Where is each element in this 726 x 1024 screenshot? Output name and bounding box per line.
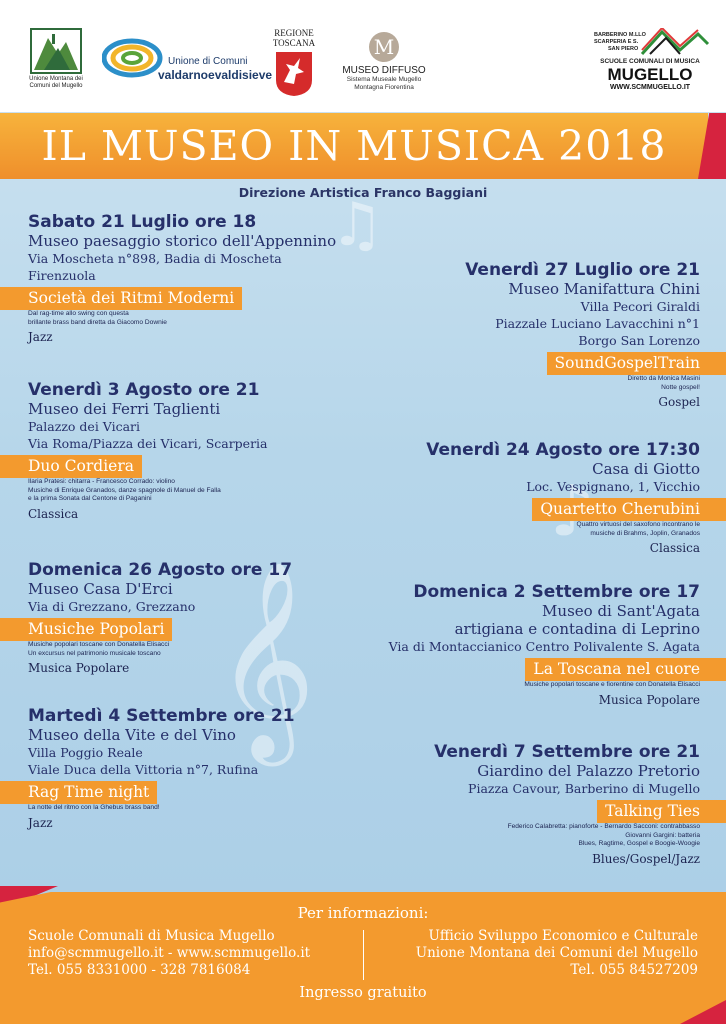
- event-description: musiche di Brahms, Joplin, Granados: [590, 529, 700, 537]
- scuole-caption-4: SCUOLE COMUNALI DI MUSICA: [600, 58, 700, 65]
- event-description: Quattro virtuosi del saxofono incontrano le: [576, 521, 700, 528]
- event-description: Musiche popolari toscane con Donatella Elisacci: [28, 641, 170, 648]
- event-6: [346, 582, 700, 708]
- scuole-caption-1: BARBERINO M.LLO: [594, 32, 646, 38]
- svg-text:M: M: [373, 35, 395, 59]
- regione-caption-top: REGIONE: [274, 28, 314, 38]
- event-performer-band: La Toscana nel cuore: [525, 658, 726, 681]
- footer-divider: [363, 930, 364, 980]
- event-8: [386, 742, 700, 867]
- event-1: [28, 212, 348, 345]
- subtitle: Direzione Artistica Franco Baggiani: [238, 185, 488, 200]
- event-description: e la prima Sonata dal Centone di Paganini: [28, 495, 152, 503]
- event-performer-band: Talking Ties: [597, 800, 726, 823]
- event-venue: Museo Manifattura Chini: [508, 280, 700, 298]
- scuole-caption-6: WWW.SCMMUGELLO.IT: [609, 84, 691, 91]
- footer-heading: Per informazioni:: [297, 904, 429, 922]
- event-address: Loc. Vespignano, 1, Vicchio: [526, 479, 700, 494]
- scuole-caption-2: SCARPERIA E S.: [594, 39, 639, 45]
- event-venue: Casa di Giotto: [592, 460, 700, 478]
- scuole-caption-5: MUGELLO: [607, 65, 693, 84]
- event-date: Martedì 4 Settembre ore 21: [28, 706, 295, 726]
- event-description: Musiche di Enrique Granados, danze spagnole di Manuel de Falla: [28, 486, 221, 494]
- regione-caption-bottom: TOSCANA: [272, 38, 316, 48]
- footer-right-phone: Tel. 055 84527209: [570, 962, 698, 978]
- event-genre: Jazz: [28, 330, 53, 345]
- event-address: Via Moscheta n°898, Badia di Moscheta: [28, 251, 282, 266]
- unione-montana-caption: Unione Montana dei Comuni del Mugello: [29, 76, 83, 89]
- valdarno-caption-bottom: valdarnoevaldisieve: [158, 68, 273, 82]
- event-performer-band: Musiche Popolari: [0, 618, 172, 641]
- event-5: [28, 560, 348, 676]
- event-venue: Museo Casa D'Erci: [28, 580, 173, 598]
- footer-left-phone: Tel. 055 8331000 - 328 7816084: [28, 962, 251, 978]
- event-address: Via Roma/Piazza dei Vicari, Scarperia: [28, 436, 268, 451]
- event-venue: Giardino del Palazzo Pretorio: [477, 762, 700, 780]
- event-address: Via di Grezzano, Grezzano: [28, 599, 196, 614]
- event-genre: Jazz: [28, 815, 53, 830]
- footer-left-line: Scuole Comunali di Musica Mugello: [28, 928, 275, 944]
- event-address: Viale Duca della Vittoria n°7, Rufina: [28, 762, 259, 777]
- event-description: Musiche popolari toscane e fiorentine con Donatella Elisacci: [524, 681, 700, 688]
- event-description: Ilaria Pratesi: chitarra - Francesco Corrado: violino: [28, 478, 175, 485]
- event-description: La notte del ritmo con la Ghebus brass band!: [28, 804, 160, 811]
- event-2: [386, 260, 700, 410]
- event-7: [28, 706, 348, 831]
- footer-left-email-link[interactable]: info@scmmugello.it - www.scmmugello.it: [28, 945, 311, 961]
- event-description: Federico Calabretta: pianoforte - Bernardo Sacconi: contrabbasso: [507, 823, 700, 830]
- event-date: Domenica 26 Agosto ore 17: [28, 560, 293, 580]
- event-address: Palazzo dei Vicari: [28, 419, 141, 434]
- event-description: Giovanni Gargini: batteria: [625, 831, 700, 839]
- event-date: Venerdì 3 Agosto ore 21: [28, 380, 260, 400]
- event-performer-band: Rag Time night: [0, 781, 157, 804]
- event-date: Venerdì 27 Luglio ore 21: [465, 260, 700, 280]
- valdarno-caption-top: Unione di Comuni: [168, 56, 248, 67]
- event-description: Un excursus nel patrimonio musicale toscano: [28, 649, 161, 657]
- event-performer-band: SoundGospelTrain: [547, 352, 726, 375]
- event-address: Villa Poggio Reale: [28, 745, 143, 760]
- event-genre: Musica Popolare: [28, 661, 130, 676]
- event-performer-band: Duo Cordiera: [0, 455, 142, 478]
- event-4: [386, 440, 700, 556]
- event-address: Piazza Cavour, Barberino di Mugello: [468, 781, 700, 796]
- museo-diffuso-subcaption: Sistema Museale Mugello: [346, 76, 422, 83]
- event-venue: Museo della Vite e del Vino: [28, 726, 236, 744]
- event-description: Dal rag-time allo swing con questa: [28, 310, 129, 317]
- footer-right-line: Ufficio Sviluppo Economico e Culturale: [428, 928, 698, 944]
- event-description: Notte gospel!: [661, 383, 700, 391]
- event-genre: Blues/Gospel/Jazz: [592, 851, 700, 866]
- event-date: Domenica 2 Settembre ore 17: [413, 582, 700, 602]
- museo-diffuso-caption: MUSEO DIFFUSO: [342, 65, 426, 76]
- free-entry-label: Ingresso gratuito: [299, 985, 427, 1001]
- event-address: Piazzale Luciano Lavacchini n°1: [495, 316, 700, 331]
- event-genre: Classica: [28, 506, 79, 521]
- scuole-caption-3: SAN PIERO: [608, 46, 639, 52]
- event-date: Sabato 21 Luglio ore 18: [28, 212, 257, 232]
- event-description: brillante brass band diretta da Giacomo Downie: [28, 318, 167, 326]
- event-address: Borgo San Lorenzo: [578, 333, 700, 348]
- event-3: [28, 380, 348, 522]
- event-genre: Gospel: [658, 395, 700, 410]
- museo-diffuso-subcaption-2: Montagna Fiorentina: [354, 84, 414, 91]
- footer-right-line: Unione Montana dei Comuni del Mugello: [415, 945, 698, 961]
- event-performer-band: Quartetto Cherubini: [532, 498, 726, 521]
- event-genre: Classica: [649, 541, 700, 556]
- event-address: Firenzuola: [28, 268, 96, 283]
- event-performer-band: Società dei Ritmi Moderni: [0, 287, 242, 310]
- event-venue: Museo di Sant'Agata: [542, 602, 700, 620]
- event-date: Venerdì 7 Settembre ore 21: [434, 742, 700, 762]
- event-address: Villa Pecori Giraldi: [580, 299, 700, 314]
- event-description: Blues, Ragtime, Gospel e Boogie-Woogie: [578, 840, 700, 848]
- event-venue: Museo dei Ferri Taglienti: [28, 400, 221, 418]
- event-venue: Museo paesaggio storico dell'Appennino: [28, 232, 337, 250]
- event-description: Diretto da Monica Masini: [627, 375, 700, 382]
- page-title: IL MUSEO IN MUSICA 2018: [41, 122, 667, 170]
- event-address: Via di Montaccianico Centro Polivalente S. Agata: [388, 639, 700, 654]
- music-note-watermark: ♫: [330, 190, 384, 260]
- event-genre: Musica Popolare: [598, 692, 700, 707]
- event-date: Venerdì 24 Agosto ore 17:30: [426, 440, 700, 460]
- treble-clef-watermark: 𝄞: [215, 560, 316, 758]
- event-venue: artigiana e contadina di Leprino: [454, 620, 700, 638]
